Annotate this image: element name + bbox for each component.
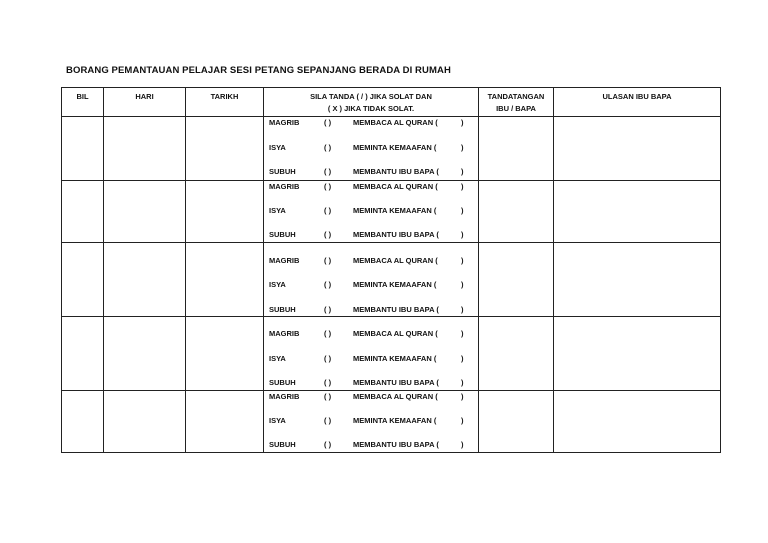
prayer-name: SUBUH	[269, 305, 296, 314]
task-checkbox-close[interactable]: )	[461, 329, 464, 338]
prayer-line-subuh	[269, 440, 478, 450]
tarikh-cell[interactable]	[186, 391, 264, 453]
ulasan-cell[interactable]	[554, 117, 721, 181]
prayer-cell	[264, 117, 479, 181]
tarikh-cell[interactable]	[186, 317, 264, 391]
prayer-line-subuh	[269, 305, 478, 315]
prayer-cell	[264, 181, 479, 243]
task-label: MEMBACA AL QURAN (	[353, 118, 438, 127]
prayer-name: ISYA	[269, 354, 286, 363]
signature-cell[interactable]	[479, 243, 554, 317]
prayer-line-isya	[269, 416, 478, 426]
header-hari: HARI	[104, 88, 186, 117]
prayer-checkbox[interactable]: ( )	[324, 143, 332, 152]
tarikh-cell[interactable]	[186, 243, 264, 317]
task-label: MEMINTA KEMAAFAN (	[353, 143, 437, 152]
prayer-name: SUBUH	[269, 230, 296, 239]
prayer-line-magrib	[269, 182, 478, 192]
prayer-checkbox[interactable]: ( )	[324, 329, 332, 338]
prayer-name: MAGRIB	[269, 256, 300, 265]
task-label: MEMBANTU IBU BAPA (	[353, 378, 439, 387]
prayer-name: ISYA	[269, 143, 286, 152]
prayer-checkbox[interactable]: ( )	[324, 230, 332, 239]
task-checkbox-close[interactable]: )	[461, 230, 464, 239]
task-checkbox-close[interactable]: )	[461, 378, 464, 387]
tandatangan-line-2: IBU / BAPA	[496, 104, 536, 113]
signature-cell[interactable]	[479, 391, 554, 453]
prayer-checkbox[interactable]: ( )	[324, 305, 332, 314]
prayer-line-isya	[269, 206, 478, 216]
prayer-cell	[264, 243, 479, 317]
prayer-line-isya	[269, 354, 478, 364]
task-checkbox-close[interactable]: )	[461, 182, 464, 191]
prayer-line-isya	[269, 280, 478, 290]
task-checkbox-close[interactable]: )	[461, 392, 464, 401]
hari-cell[interactable]	[104, 117, 186, 181]
prayer-checkbox[interactable]: ( )	[324, 392, 332, 401]
ulasan-cell[interactable]	[554, 181, 721, 243]
prayer-name: MAGRIB	[269, 182, 300, 191]
task-checkbox-close[interactable]: )	[461, 206, 464, 215]
prayer-line-magrib	[269, 118, 478, 128]
prayer-name: SUBUH	[269, 167, 296, 176]
task-checkbox-close[interactable]: )	[461, 354, 464, 363]
prayer-checkbox[interactable]: ( )	[324, 182, 332, 191]
ulasan-cell[interactable]	[554, 243, 721, 317]
table-row	[62, 243, 721, 317]
prayer-cell	[264, 317, 479, 391]
ulasan-cell[interactable]	[554, 317, 721, 391]
prayer-checkbox[interactable]: ( )	[324, 416, 332, 425]
header-tandatangan	[479, 88, 554, 117]
task-label: MEMBANTU IBU BAPA (	[353, 305, 439, 314]
form-title: BORANG PEMANTAUAN PELAJAR SESI PETANG SEPANJANG BERADA DI RUMAH	[66, 65, 451, 76]
task-checkbox-close[interactable]: )	[461, 256, 464, 265]
table-row	[62, 317, 721, 391]
task-label: MEMINTA KEMAAFAN (	[353, 354, 437, 363]
task-label: MEMBACA AL QURAN (	[353, 329, 438, 338]
prayer-name: MAGRIB	[269, 329, 300, 338]
table-row	[62, 117, 721, 181]
bil-cell[interactable]	[62, 243, 104, 317]
header-ulasan: ULASAN IBU BAPA	[554, 88, 721, 117]
prayer-cell	[264, 391, 479, 453]
instruction-line-1: SILA TANDA ( / ) JIKA SOLAT DAN	[310, 92, 432, 101]
hari-cell[interactable]	[104, 317, 186, 391]
prayer-checkbox[interactable]: ( )	[324, 354, 332, 363]
prayer-line-subuh	[269, 230, 478, 240]
task-checkbox-close[interactable]: )	[461, 143, 464, 152]
prayer-name: ISYA	[269, 206, 286, 215]
prayer-line-subuh	[269, 167, 478, 177]
tandatangan-line-1: TANDATANGAN	[487, 92, 545, 101]
task-label: MEMBACA AL QURAN (	[353, 182, 438, 191]
header-bil: BIL	[62, 88, 104, 117]
task-label: MEMINTA KEMAAFAN (	[353, 416, 437, 425]
prayer-name: MAGRIB	[269, 392, 300, 401]
prayer-name: SUBUH	[269, 440, 296, 449]
task-label: MEMBACA AL QURAN (	[353, 256, 438, 265]
task-checkbox-close[interactable]: )	[461, 416, 464, 425]
task-label: MEMINTA KEMAAFAN (	[353, 280, 437, 289]
prayer-line-magrib	[269, 256, 478, 266]
table-row	[62, 181, 721, 243]
prayer-checkbox[interactable]: ( )	[324, 280, 332, 289]
task-label: MEMBANTU IBU BAPA (	[353, 230, 439, 239]
hari-cell[interactable]	[104, 243, 186, 317]
prayer-checkbox[interactable]: ( )	[324, 256, 332, 265]
table-row	[62, 391, 721, 453]
instruction-line-2: ( X ) JIKA TIDAK SOLAT.	[327, 104, 415, 113]
signature-cell[interactable]	[479, 181, 554, 243]
task-label: MEMBANTU IBU BAPA (	[353, 167, 439, 176]
task-label: MEMBANTU IBU BAPA (	[353, 440, 439, 449]
task-checkbox-close[interactable]: )	[461, 167, 464, 176]
task-checkbox-close[interactable]: )	[461, 280, 464, 289]
task-checkbox-close[interactable]: )	[461, 305, 464, 314]
header-tarikh: TARIKH	[186, 88, 264, 117]
header-row	[62, 88, 721, 117]
prayer-line-isya	[269, 143, 478, 153]
prayer-line-subuh	[269, 378, 478, 388]
prayer-name: ISYA	[269, 280, 286, 289]
bil-cell[interactable]	[62, 181, 104, 243]
prayer-name: SUBUH	[269, 378, 296, 387]
prayer-line-magrib	[269, 392, 478, 402]
prayer-checkbox[interactable]: ( )	[324, 167, 332, 176]
bil-cell[interactable]	[62, 317, 104, 391]
prayer-checkbox[interactable]: ( )	[324, 440, 332, 449]
tarikh-cell[interactable]	[186, 117, 264, 181]
task-label: MEMINTA KEMAAFAN (	[353, 206, 437, 215]
tarikh-cell[interactable]	[186, 181, 264, 243]
prayer-checkbox[interactable]: ( )	[324, 206, 332, 215]
header-instruction	[264, 88, 479, 117]
prayer-checkbox[interactable]: ( )	[324, 118, 332, 127]
prayer-line-magrib	[269, 329, 478, 339]
prayer-name: ISYA	[269, 416, 286, 425]
monitoring-table	[61, 87, 721, 453]
ulasan-cell[interactable]	[554, 391, 721, 453]
hari-cell[interactable]	[104, 391, 186, 453]
prayer-checkbox[interactable]: ( )	[324, 378, 332, 387]
signature-cell[interactable]	[479, 117, 554, 181]
task-checkbox-close[interactable]: )	[461, 440, 464, 449]
task-checkbox-close[interactable]: )	[461, 118, 464, 127]
hari-cell[interactable]	[104, 181, 186, 243]
prayer-name: MAGRIB	[269, 118, 300, 127]
bil-cell[interactable]	[62, 117, 104, 181]
signature-cell[interactable]	[479, 317, 554, 391]
task-label: MEMBACA AL QURAN (	[353, 392, 438, 401]
bil-cell[interactable]	[62, 391, 104, 453]
